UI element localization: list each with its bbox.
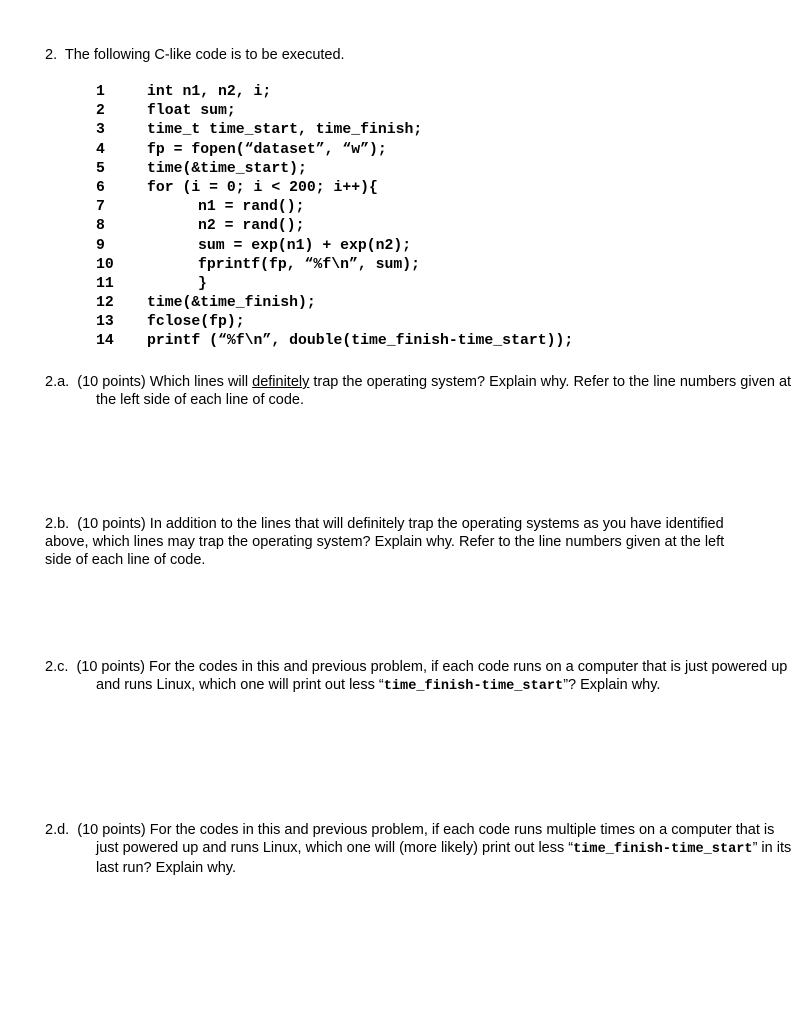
code-text: fprintf(fp, “%f\n”, sum); xyxy=(198,256,420,273)
part-c-text-end: ”? Explain why. xyxy=(563,677,661,693)
part-b-text: (10 points) In addition to the lines that will definitely trap the operating systems as you have identified above, which lines may trap the operating system? Explain why. Refer to the line numbers given at the left side of each line of code. xyxy=(45,516,725,568)
code-text: fclose(fp); xyxy=(147,314,245,331)
code-text: for (i = 0; i < 200; i++){ xyxy=(147,179,378,196)
question-intro: The following C-like code is to be executed. xyxy=(64,47,345,63)
question-heading xyxy=(45,46,345,64)
inline-code: time_finish-time_start xyxy=(573,842,753,857)
part-d-text-end: ” in its last run? Explain why. xyxy=(96,840,792,876)
code-text: time(&time_finish); xyxy=(147,295,316,312)
line-number: 5 xyxy=(96,160,105,177)
code-text: } xyxy=(198,275,207,292)
part-c-question xyxy=(45,658,796,696)
part-label: 2.b. xyxy=(45,516,70,532)
line-number: 9 xyxy=(96,237,105,254)
line-number: 2 xyxy=(96,103,105,120)
question-number: 2. xyxy=(45,47,58,63)
line-number: 8 xyxy=(96,218,105,235)
line-number: 1 xyxy=(96,84,105,100)
code-text: fp = fopen(“dataset”, “w”); xyxy=(147,141,387,158)
definitely-emphasis: definitely xyxy=(252,374,310,390)
part-a-text-start: (10 points) Which lines will xyxy=(77,374,253,390)
part-c-text-start: (10 points) For the codes in this and previous problem, if each code runs on a computer that is just powered up and runs Linux, which one will print out less “ xyxy=(76,659,788,693)
part-d-question xyxy=(45,821,796,877)
part-d-text-start: (10 points) For the codes in this and previous problem, if each code runs multiple times on a computer that is just powered up and runs Linux, which one will (more likely) print out less “ xyxy=(77,822,775,856)
code-text: float sum; xyxy=(147,103,236,120)
line-number: 4 xyxy=(96,141,105,158)
part-a-text-end: trap the operating system? Explain why. Refer to the line numbers given at the left side of each line of code. xyxy=(96,374,792,408)
line-number: 7 xyxy=(96,199,105,216)
line-number: 6 xyxy=(96,179,105,196)
code-text: time_t time_start, time_finish; xyxy=(147,122,423,139)
line-number: 11 xyxy=(96,275,114,292)
part-a-question xyxy=(45,373,796,409)
line-number: 12 xyxy=(96,295,114,312)
line-number: 3 xyxy=(96,122,105,139)
code-text: sum = exp(n1) + exp(n2); xyxy=(198,237,412,254)
part-label: 2.d. xyxy=(45,822,70,838)
code-text: int n1, n2, i; xyxy=(147,84,272,100)
code-text: n1 = rand(); xyxy=(198,199,305,216)
line-number: 14 xyxy=(96,333,114,350)
line-number: 10 xyxy=(96,256,114,273)
code-text: printf (“%f\n”, double(time_finish-time_start)); xyxy=(147,333,574,350)
inline-code: time_finish-time_start xyxy=(383,679,564,694)
part-label: 2.a. xyxy=(45,374,70,390)
code-text: time(&time_start); xyxy=(147,160,307,177)
part-b-question xyxy=(45,515,745,569)
line-number: 13 xyxy=(96,314,114,331)
code-text: n2 = rand(); xyxy=(198,218,305,235)
part-label: 2.c. xyxy=(45,659,69,675)
